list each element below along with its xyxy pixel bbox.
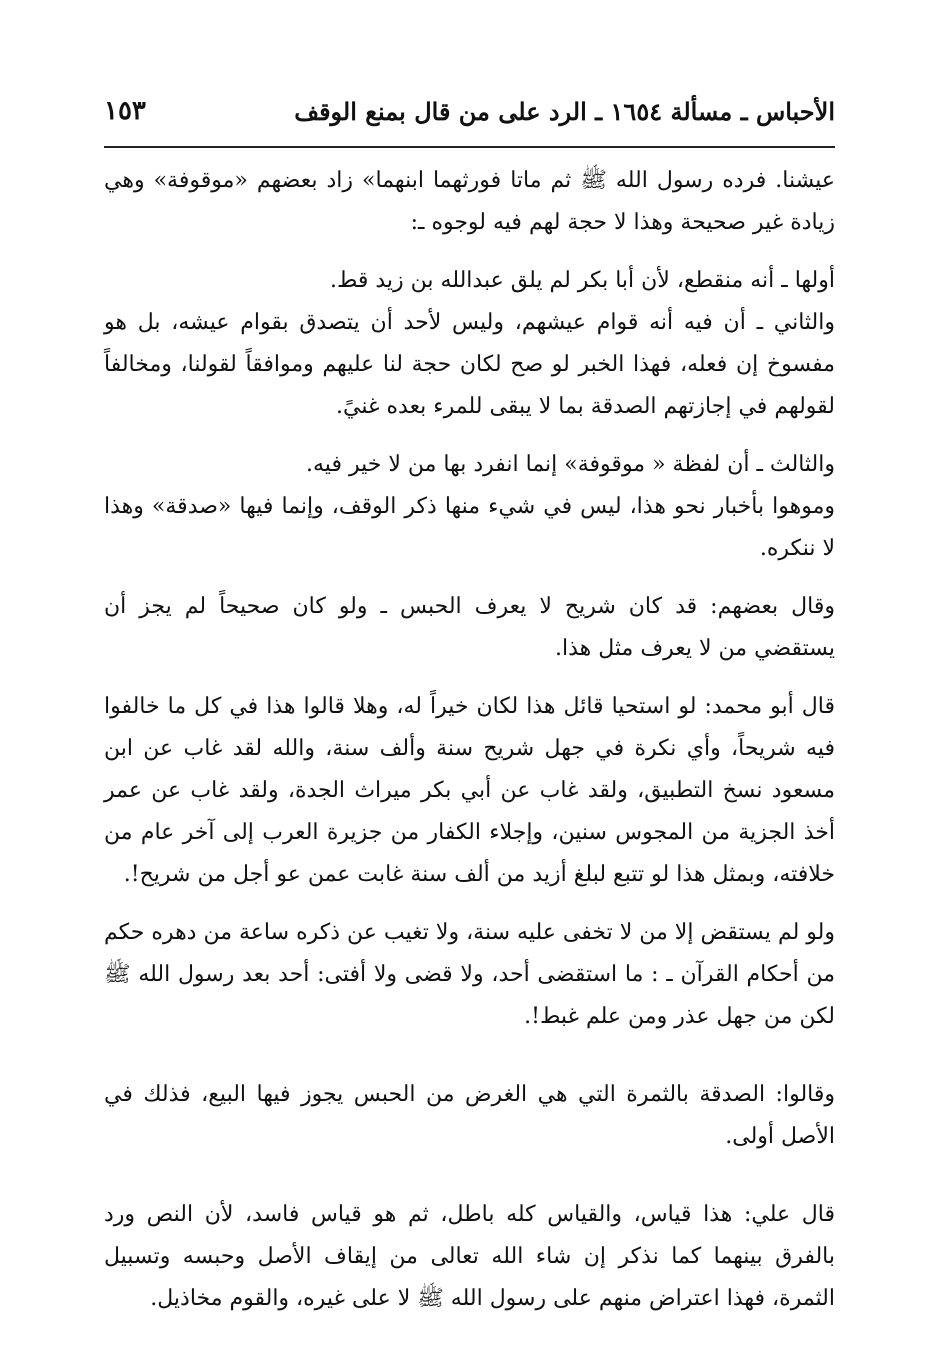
paragraph-6: وقال بعضهم: قد كان شريح لا يعرف الحبس ـ ولو كان صحيحاً لم يجز أن يستقضي من لا يعرف مثل هذا. xyxy=(104,594,835,661)
paragraph-8: ولو لم يستقض إلا من لا تخفى عليه سنة، ولا تغيب عن ذكره ساعة من دهره حكم من أحكام القرآن ـ : ما استقضى أحد، ولا قضى ولا أفتى: أحد بعد رسول الله ﷺ لكن من جهل عذر ومن علم غبط!. xyxy=(104,920,835,1029)
page-number: ١٥٣ xyxy=(104,96,146,126)
paragraph-1: عيشنا. فرده رسول الله ﷺ ثم ماتا فورثهما ابنهما» زاد بعضهم «موقوفة» وهي زيادة غير صحيحة وهذا لا حجة لهم فيه لوجوه ـ: xyxy=(104,168,835,235)
paragraph-5: وموهوا بأخبار نحو هذا، ليس في شيء منها ذكر الوقف، وإنما فيها «صدقة» وهذا لا ننكره. xyxy=(104,494,835,561)
paragraph-2: أولها ـ أنه منقطع، لأن أبا بكر لم يلق عبدالله بن زيد قط. xyxy=(329,268,835,293)
running-header xyxy=(104,86,835,126)
paragraph-9: وقالوا: الصدقة بالثمرة التي هي الغرض من الحبس يجوز فيها البيع، فذلك في الأصل أولى. xyxy=(104,1082,835,1149)
header-rule xyxy=(104,146,835,148)
paragraph-4: والثالث ـ أن لفظة « موقوفة» إنما انفرد بها من لا خير فيه. xyxy=(306,452,835,477)
header-title: الأحباس ـ مسألة ١٦٥٤ ـ الرد على من قال بمنع الوقف xyxy=(294,97,835,126)
page-body xyxy=(104,160,835,1320)
paragraph-10: قال علي: هذا قياس، والقياس كله باطل، ثم هو قياس فاسد، لأن النص ورد بالفرق بينهما كما نذكر إن شاء الله تعالى من إيقاف الأصل وحبسه وتسبيل الثمرة، فهذا اعتراض منهم على رسول الله ﷺ لا على غيره، والقوم مخاذيل. xyxy=(104,1202,835,1311)
paragraph-3: والثاني ـ أن فيه أنه قوام عيشهم، وليس لأحد أن يتصدق بقوام عيشه، بل هو مفسوخ إن فعله، فهذا الخبر لو صح لكان حجة لنا عليهم وموافقاً لقولنا، ومخالفاً لقولهم في إجازتهم الصدقة بما لا يبقى للمرء بعده غنيً. xyxy=(104,310,835,419)
paragraph-7: قال أبو محمد: لو استحيا قائل هذا لكان خيراً له، وهلا قالوا هذا في كل ما خالفوا فيه شريحاً، وأي نكرة في جهل شريح سنة وألف سنة، والله لقد غاب عن ابن مسعود نسخ التطبيق، ولقد غاب عن أبي بكر ميراث الجدة، ولقد غاب عن عمر أخذ الجزية من المجوس سنين، وإجلاء الكفار من جزيرة العرب إلى آخر عام من خلافته، وبمثل هذا لو تتبع لبلغ أزيد من ألف سنة غابت عمن عو أجل من شريح!. xyxy=(104,694,835,887)
